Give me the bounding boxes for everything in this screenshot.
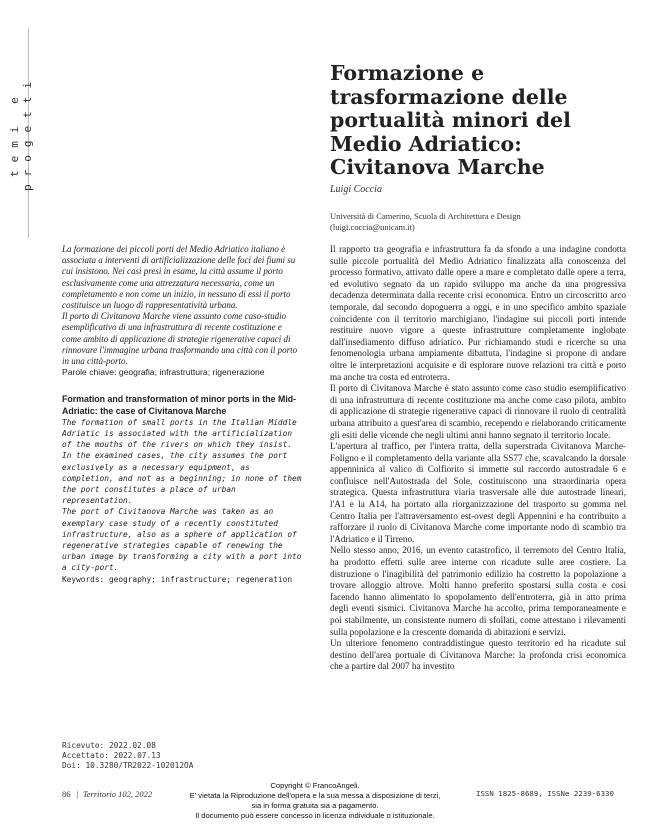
article-dates bbox=[62, 741, 193, 771]
notice-line-3: Il documento può essere concesso in licenza individuale o istituzionale. bbox=[195, 811, 435, 820]
body-paragraph: Un ulteriore fenomeno contraddistingue questo territorio ed ha ricadute sul destino dell'area portuale di Civitanova Marche: la profonda crisi economica che a partire dal 2007 ha investito bbox=[330, 638, 626, 672]
keywords-en: Keywords: geography; infrastructure; regeneration bbox=[62, 574, 293, 584]
accepted-date: Accettato: 2022.07.13 bbox=[62, 751, 161, 760]
abstract-en-title: Formation and transformation of minor ports in the Mid-Adriatic: the case of Civitanova Marche bbox=[62, 394, 297, 416]
body-paragraph: Il porto di Civitanova Marche è stato assunto come caso studio esemplificativo di una infrastruttura di recente costituzione ma anche come caso pilota, ambito di applicazione di strategie rigenerative capaci di rinnovare il ruolo di centralità urbana attribuito a quest'area di scambio, recependo e rielaborando criticamente gli esiti delle vicende che negli ultimi anni hanno segnato il territorio locale. bbox=[330, 383, 626, 440]
author-name: Luigi Coccia bbox=[330, 184, 382, 195]
affiliation-text: Università di Camerino, Scuola di Architettura e Design bbox=[330, 211, 521, 221]
journal-name: Territorio 102, 2022 bbox=[82, 789, 153, 799]
abstract-it-p1: La formazione dei piccoli porti del Medio Adriatico italiano è associata a interventi di artificializzazione delle foci dei fiumi su cui insistono. Nei casi presi in esame, la città assume il porto esclusivamente come una attrezzatura necessaria, come un completamento e non come un inizio, in nessuno di essi il porto costituisce un luogo di rappresentatività urbana. bbox=[62, 244, 296, 311]
body-paragraph: L'apertura al traffico, per l'intera tratta, della superstrada Civitanova Marche-Foligno e il completamento della variante alla SS77 che, scavalcando la dorsale appenninica al valico di Colfiorito si immette sul raccordo autostradale 6 e confluisce nell'Autostrada del Sole, costituiscono una straordinaria opera strategica. Questa infrastruttura viaria trasversale alle due autostrade lineari, l'A1 e la A14, ha portato alla riorganizzazione del trasporto su gomma nel Centro Italia per l'attraversamento est-ovest degli Appennini e ha contribuito a rafforzare il ruolo di Civitanova Marche come importante nodo di scambio tra l'Adriatico e il Tirreno. bbox=[330, 441, 626, 544]
page-footer: 86 | Territorio 102, 2022 bbox=[62, 789, 153, 799]
notice-line-1: E' vietata la Riproduzione dell'opera e la sua messa a disposizione di terzi, bbox=[189, 791, 441, 800]
copyright-notice bbox=[150, 781, 480, 821]
issn: ISSN 1825-8689, ISSNe 2239-6330 bbox=[476, 789, 614, 798]
abstract-it-p2: Il porto di Civitanova Marche viene assunto come caso-studio esemplificativo di una infrastruttura di recente costituzione e come ambito di applicazione di strategie rigenerative capaci di rinnovare l'immagine urbana trasformando una città con il porto in una città-porto. bbox=[62, 311, 298, 367]
doi: Doi: 10.3280/TR2022-102012OA bbox=[62, 761, 194, 770]
body-paragraph: Nello stesso anno, 2016, un evento catastrofico, il terremoto del Centro Italia, ha prodotto effetti sulle aree interne con ricadute sulle aree costiere. La distruzione o l'inagibilità del patrimonio edilizio ha costretto la popolazione a trovare alloggio altrove. Molti hanno preferito spostarsi sulla costa e così facendo hanno alimentato lo spopolamento dell'entroterra, già in atto prima degli eventi sismici. Civitanova Marche ha accolto, prima temporaneamente e poi stabilmente, un consistente numero di sfollati, come attestano i rilevamenti sulla popolazione e la crescente domanda di abitazioni e servizi. bbox=[330, 545, 626, 637]
body-column bbox=[330, 244, 626, 673]
copyright-line: Copyright © FrancoAngeli. bbox=[270, 781, 360, 790]
author-affiliation bbox=[330, 211, 630, 233]
article-title: Formazione e trasformazione delle portualità minori del Medio Adriatico: Civitanova Marche bbox=[330, 61, 571, 179]
keywords-it: Parole chiave: geografia; infrastruttura; rigenerazione bbox=[62, 367, 265, 378]
abstract-column bbox=[62, 244, 302, 585]
section-tab bbox=[0, 28, 34, 238]
received-date: Ricevuto: 2022.02.08 bbox=[62, 741, 156, 750]
author-email: (luigi.coccia@unicam.it) bbox=[330, 222, 415, 232]
abstract-en-p2: The port of Civitanova Marche was taken as an exemplary case study of a recently constituted infrastructure, also as a sphere of application of regenerative strategies capable of renewing the urban image by transforming a city with a port into a city-port. bbox=[62, 507, 302, 573]
body-paragraph: Il rapporto tra geografia e infrastruttura fa da sfondo a una indagine condotta sulle piccole portualità del Medio Adriatico finalizzata alla conoscenza del processo formativo, attivato dalle opere a mare e completato dalle opere a terra, ed evolutivo segnato da un rapido sviluppo ma anche da una progressiva decadenza determinata dalla recente crisi economica. Entro un circoscritto arco temporale, dal secondo dopoguerra a oggi, e in uno specifico ambito spaziale coincidente con il territorio marchigiano, l'indagine sui piccoli porti intende restituire nuovo vigore a queste infrastrutture completamente inglobate dall'insediamento diffuso adriatico. Pur richiamando studi e ricerche su una fenomenologia urbana ampiamente dibattuta, l'indagine si propone di andare oltre le interpretazioni acquisite e di esplorare nuove relazioni tra città e porto ma anche tra costa ed entroterra. bbox=[330, 244, 626, 382]
notice-line-2: sia in forma gratuita sia a pagamento. bbox=[251, 801, 379, 810]
section-tab-label: temi e progetti bbox=[8, 74, 34, 192]
abstract-en-p1: The formation of small ports in the Italian Middle Adriatic is associated with the artificialization of the mouths of the rivers on which they insist. In the examined cases, the city assumes the port exclusively as a necessary equipment, as completion, and not as a beginning; in none of them the port constitutes a place of urban representation. bbox=[62, 417, 302, 506]
page-number: 86 bbox=[62, 789, 71, 799]
